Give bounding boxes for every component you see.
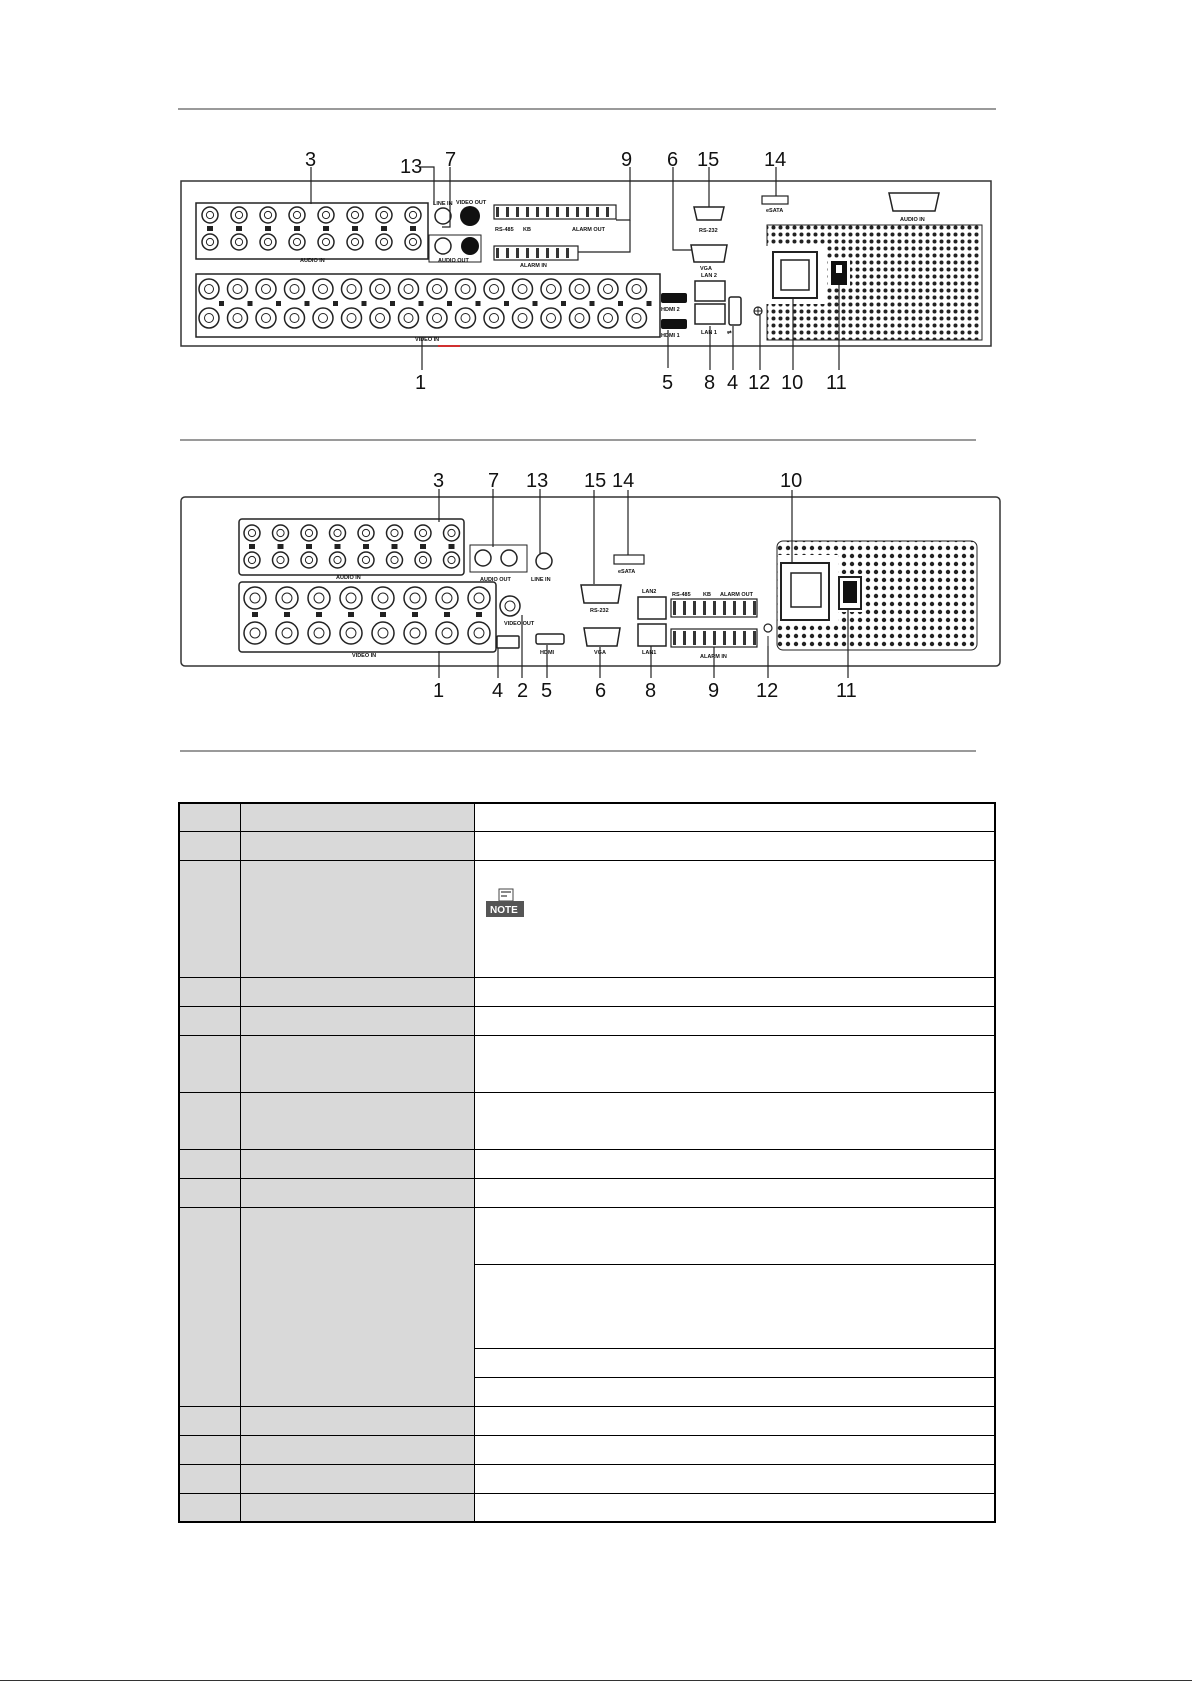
callout-2-5: 5 [541, 680, 553, 702]
rear-panel-figure-1 [0, 140, 1192, 400]
table-row [179, 1149, 995, 1178]
callout-3: 3 [305, 149, 317, 171]
callout-2-3: 3 [433, 470, 445, 492]
callout-14: 14 [764, 149, 787, 171]
hdmi-port-2 [536, 634, 564, 644]
hdmi-2-port [661, 293, 687, 303]
rear-panel-figure-2 [0, 460, 1192, 720]
callout-2-8: 8 [645, 680, 657, 702]
video-in-label-2: VIDEO IN [352, 653, 377, 659]
callout-4: 4 [727, 372, 739, 394]
audio-out-label: AUDIO OUT [438, 258, 469, 264]
hdmi-1-label: HDMI 1 [661, 333, 680, 339]
top-divider [178, 108, 996, 110]
interface-description-table [178, 802, 996, 1523]
audio-in-db-connector [889, 193, 939, 211]
lan-2-port-2 [638, 597, 666, 619]
callout-2-14: 14 [612, 470, 635, 492]
callout-2-12: 12 [756, 680, 779, 702]
callout-5: 5 [662, 372, 674, 394]
alarm-out-label: ALARM OUT [572, 227, 605, 233]
audio-in-right-label: AUDIO IN [900, 217, 925, 223]
rs485-label-2: RS-485 [672, 592, 691, 598]
kb-label-2: KB [703, 592, 711, 598]
callout-15: 15 [697, 149, 720, 171]
divider-after-figure-1 [180, 439, 976, 441]
lan-2-port [695, 281, 725, 301]
callout-1: 1 [415, 372, 427, 394]
alarm-out-label-2: ALARM OUT [720, 592, 753, 598]
hdmi-2-label: HDMI 2 [661, 307, 680, 313]
ground-terminal-2 [764, 624, 772, 632]
note-icon [483, 887, 529, 923]
line-in-connector-2 [536, 553, 552, 569]
callout-2-2: 2 [517, 680, 529, 702]
table-row [179, 860, 995, 977]
line-in-label-2: LINE IN [531, 577, 551, 583]
callout-11: 11 [826, 372, 847, 394]
video-out-label-2: VIDEO OUT [504, 621, 535, 627]
vga-label-2: VGA [594, 650, 606, 656]
usb-port-2 [497, 636, 519, 648]
rs485-label: RS-485 [495, 227, 514, 233]
table-row [179, 977, 995, 1006]
audio-out-label-2: AUDIO OUT [480, 577, 511, 583]
table-row [179, 1092, 995, 1149]
callout-2-13: 13 [526, 470, 549, 492]
callout-6: 6 [667, 149, 679, 171]
table-row [179, 1493, 995, 1522]
alarm-in-label: ALARM IN [520, 263, 547, 269]
alarm-in-label-2: ALARM IN [700, 654, 727, 660]
lan-1-port [695, 304, 725, 324]
callout-2-7: 7 [488, 470, 500, 492]
lan-1-port-2 [638, 624, 666, 646]
callout-8: 8 [704, 372, 716, 394]
rs232-port-2 [581, 585, 621, 603]
lan2-label-2: LAN2 [642, 589, 657, 595]
kb-label: KB [523, 227, 531, 233]
esata-port-2 [614, 555, 644, 564]
table-row [179, 1435, 995, 1464]
callout-2-10: 10 [780, 470, 803, 492]
audio-in-label: AUDIO IN [300, 258, 325, 264]
vga-label: VGA [700, 266, 712, 272]
vga-port-2 [584, 628, 620, 646]
lan-1-label: LAN 1 [701, 330, 717, 336]
table-row [179, 1464, 995, 1493]
table-row [179, 1178, 995, 1207]
table-row [179, 1006, 995, 1035]
rs232-port [694, 207, 724, 220]
hdmi-1-port [661, 319, 687, 329]
callout-10: 10 [781, 372, 804, 394]
rs232-label-2: RS-232 [590, 608, 609, 614]
svg-text:NOTE: NOTE [490, 904, 518, 916]
callout-12: 12 [748, 372, 771, 394]
esata-label-2: eSATA [618, 569, 636, 575]
callout-9: 9 [621, 149, 633, 171]
callout-2-1: 1 [433, 680, 445, 702]
video-out-connector [460, 206, 480, 226]
vga-port [691, 245, 727, 262]
callout-2-9: 9 [708, 680, 720, 702]
table-row [179, 831, 995, 860]
table-row [179, 1406, 995, 1435]
callout-13: 13 [400, 156, 423, 178]
callout-2-4: 4 [492, 680, 504, 702]
table-row [179, 1207, 995, 1264]
video-out-label: VIDEO OUT [456, 200, 487, 206]
hdmi-label-2: HDMI [540, 650, 555, 656]
line-in-connector [435, 208, 451, 224]
callout-2-6: 6 [595, 680, 607, 702]
esata-port [762, 196, 788, 204]
esata-label: eSATA [766, 208, 784, 214]
table-row [179, 803, 995, 831]
callout-7: 7 [445, 149, 457, 171]
callout-2-11: 11 [836, 680, 857, 702]
video-in-label: VIDEO IN [415, 337, 440, 343]
lan1-label-2: LAN1 [642, 650, 657, 656]
audio-in-label-2: AUDIO IN [336, 575, 361, 581]
svg-text:⇌: ⇌ [727, 330, 732, 336]
rs232-label: RS-232 [699, 228, 718, 234]
usb-port [729, 297, 741, 325]
lan-2-label: LAN 2 [701, 273, 717, 279]
line-in-label: LINE IN [433, 201, 453, 207]
table-row [179, 1035, 995, 1092]
callout-2-15: 15 [584, 470, 607, 492]
footer-rule [0, 1680, 1192, 1681]
divider-after-figure-2 [180, 750, 976, 752]
